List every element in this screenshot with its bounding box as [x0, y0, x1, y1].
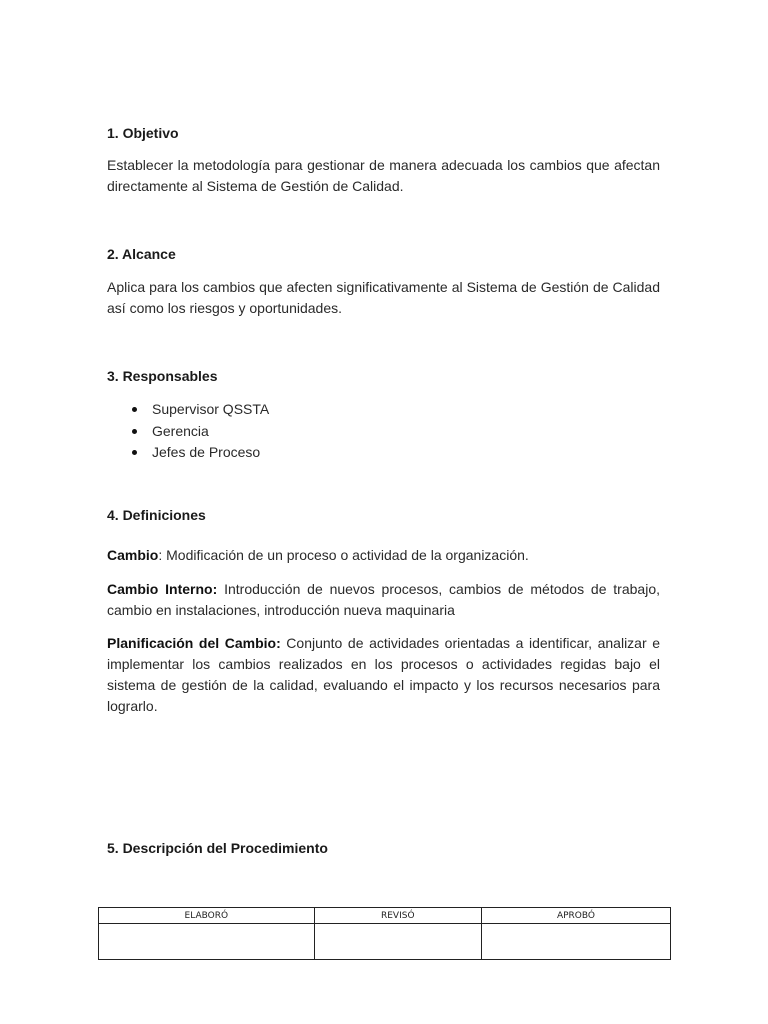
section-heading-responsables: 3. Responsables: [107, 368, 218, 384]
table-row: [99, 924, 671, 960]
signature-cell-reviso: [314, 924, 481, 960]
header-reviso: REVISÓ: [314, 908, 481, 924]
definition-cambio: [107, 545, 660, 566]
section-heading-descripcion: 5. Descripción del Procedimiento: [107, 840, 328, 856]
definition-planificacion: [107, 633, 660, 717]
list-item: [107, 421, 269, 443]
list-item: [107, 442, 269, 464]
section-heading-objetivo: 1. Objetivo: [107, 125, 179, 141]
bullet-icon: [132, 450, 137, 455]
header-elaboro: ELABORÓ: [99, 908, 315, 924]
list-item-label: Jefes de Proceso: [152, 444, 261, 460]
definition-cambio-interno: [107, 579, 660, 621]
bullet-icon: [132, 407, 137, 412]
definition-text: Conjunto de actividades orientadas a identificar, analizar e implementar los cambios realizados en los procesos o actividades regidas bajo el sistema de gestión de la calidad, evaluando el impacto y los recursos necesarios para lograrlo.: [107, 635, 660, 714]
signature-table: [98, 907, 671, 960]
signature-cell-elaboro: [99, 924, 315, 960]
responsables-list: [107, 399, 269, 464]
list-item: [107, 399, 269, 421]
list-item-label: Gerencia: [152, 422, 209, 439]
section-heading-alcance: 2. Alcance: [107, 246, 176, 262]
definition-term: Cambio Interno:: [107, 581, 218, 597]
definition-text: Introducción de nuevos procesos, cambios de métodos de trabajo, cambio en instalaciones, introducción nueva maquinaria: [107, 581, 660, 618]
signature-cell-aprobo: [481, 924, 670, 960]
definition-text: : Modificación de un proceso o actividad de la organización.: [158, 547, 529, 563]
section-text-alcance: Aplica para los cambios que afecten significativamente al Sistema de Gestión de Calidad así como los riesgos y oportunidades.: [107, 279, 660, 316]
bullet-icon: [132, 429, 137, 434]
header-aprobo: APROBÓ: [481, 908, 670, 924]
definition-term: Cambio: [107, 547, 159, 563]
section-text-objetivo: Establecer la metodología para gestionar de manera adecuada los cambios que afectan directamente al Sistema de Gestión de Calidad.: [107, 157, 660, 194]
list-item-label: Supervisor QSSTA: [152, 401, 270, 417]
table-header-row: [99, 908, 671, 924]
definition-term: Planificación del Cambio:: [107, 635, 281, 651]
section-heading-definiciones: 4. Definiciones: [107, 507, 206, 523]
